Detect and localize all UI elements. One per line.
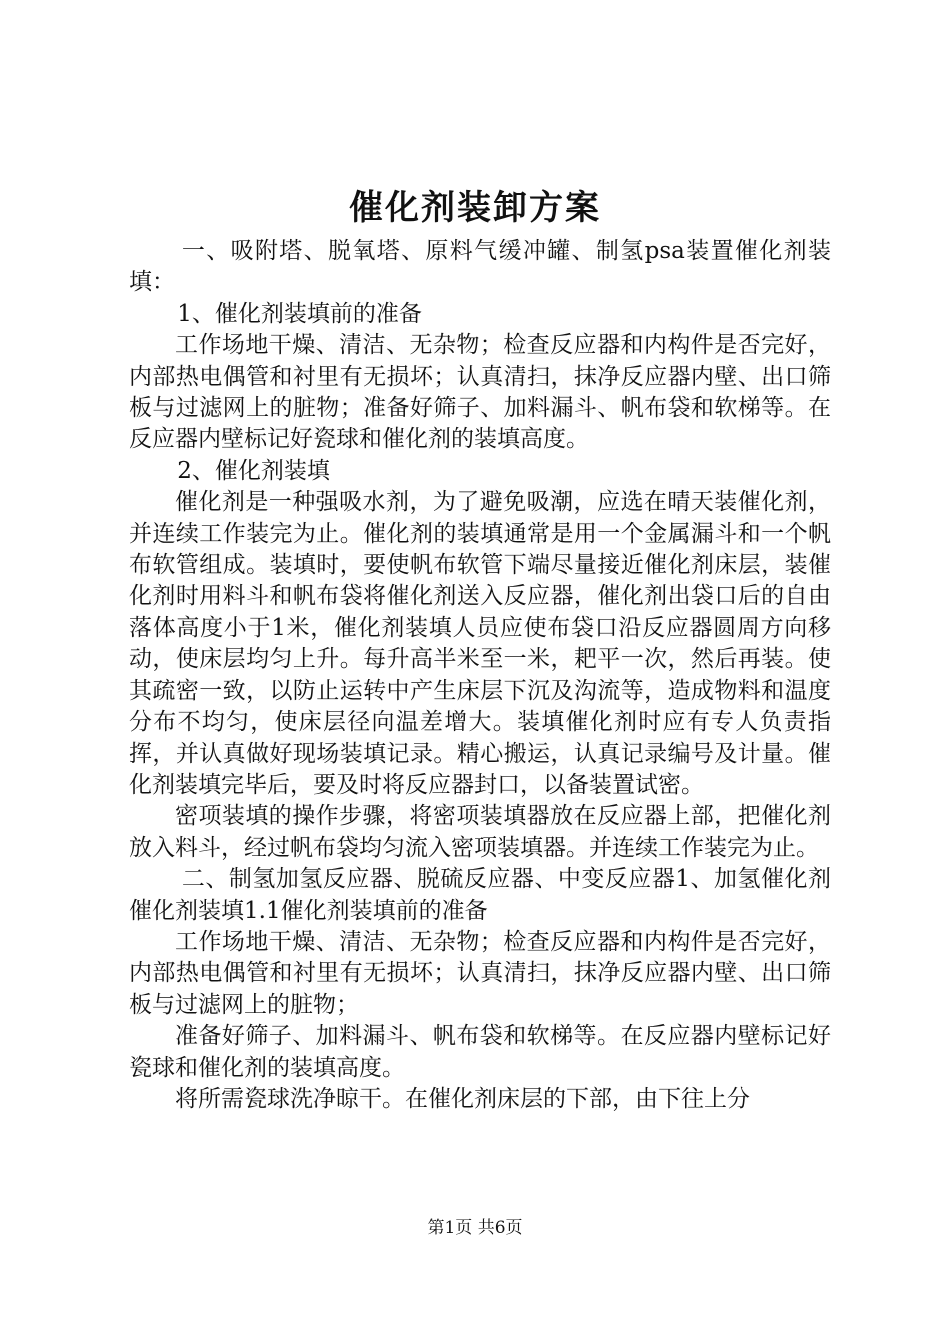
paragraph: 将所需瓷球洗净晾干。在催化剂床层的下部，由下往上分 [175, 1085, 750, 1112]
document-title: 催化剂装卸方案 [349, 188, 601, 228]
subheading-1: 1、催化剂装填前的准备 [177, 300, 422, 327]
page-footer: 第1页 共6页 [427, 1218, 523, 1238]
paragraph: 准备好筛子、加料漏斗、帆布袋和软梯等。在反应器内壁标记好瓷球和催化剂的装填高度。 [129, 1023, 831, 1081]
document-body [129, 236, 831, 1115]
section-heading-2: 二、制氢加氢反应器、脱硫反应器、中变反应器1、加氢催化剂催化剂装填1.1催化剂装填前的准备 [129, 866, 831, 924]
section-heading-1: 一、吸附塔、脱氧塔、原料气缓冲罐、制氢psa装置催化剂装填： [129, 238, 831, 296]
paragraph: 工作场地干燥、清洁、无杂物；检查反应器和内构件是否完好，内部热电偶管和衬里有无损坏；认真清扫，抹净反应器内壁、出口筛板与过滤网上的脏物； [129, 928, 831, 1018]
paragraph: 催化剂是一种强吸水剂，为了避免吸潮，应选在晴天装催化剂，并连续工作装完为止。催化剂的装填通常是用一个金属漏斗和一个帆布软管组成。装填时，要使帆布软管下端尽量接近催化剂床层，装催化剂时用料斗和帆布袋将催化剂送入反应器，催化剂出袋口后的自由落体高度小于1米，催化剂装填人员应使布袋口沿反应器圆周方向移动，使床层均匀上升。每升高半米至一米，耙平一次，然后再装。使其疏密一致，以防止运转中产生床层下沉及沟流等，造成物料和温度分布不均匀，使床层径向温差增大。装填催化剂时应有专人负责指挥，并认真做好现场装填记录。精心搬运，认真记录编号及计量。催化剂装填完毕后，要及时将反应器封口，以备装置试密。 [129, 489, 831, 798]
subheading-2: 2、催化剂装填 [177, 457, 330, 484]
paragraph: 密项装填的操作步骤，将密项装填器放在反应器上部，把催化剂放入料斗，经过帆布袋均匀流入密项装填器。并连续工作装完为止。 [129, 803, 831, 861]
paragraph: 工作场地干燥、清洁、无杂物；检查反应器和内构件是否完好，内部热电偶管和衬里有无损坏；认真清扫，抹净反应器内壁、出口筛板与过滤网上的脏物；准备好筛子、加料漏斗、帆布袋和软梯等。在反应器内壁标记好瓷球和催化剂的装填高度。 [129, 332, 831, 453]
